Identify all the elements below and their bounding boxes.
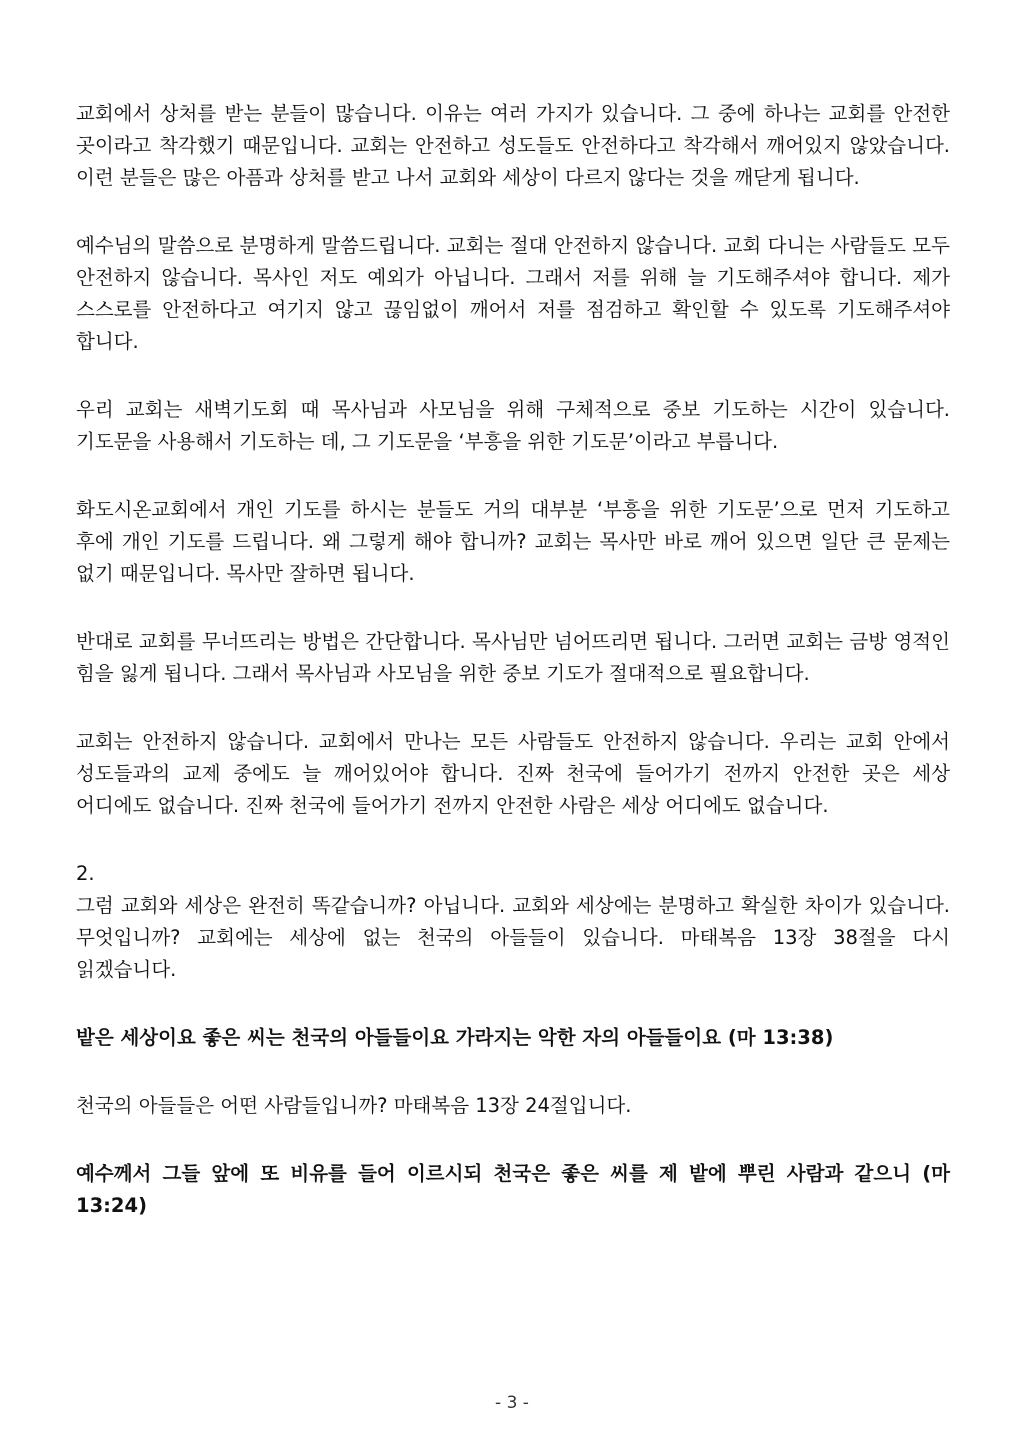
paragraph-sons-of-kingdom: 천국의 아들들은 어떤 사람들입니까? 마태복음 13장 24절입니다. <box>76 1094 632 1117</box>
document-page <box>76 98 950 1222</box>
paragraph-church-vs-world: 그럼 교회와 세상은 완전히 똑같습니까? 아닙니다. 교회와 세상에는 분명하고 확실한 차이가 있습니다. 무엇입니까? 교회에는 세상에 없는 천국의 아들들이 있습니다. 마태복음 13장 38절을 다시 읽겠습니다. <box>76 894 950 981</box>
section-number: 2. <box>76 862 95 885</box>
paragraph-not-safe: 예수님의 말씀으로 분명하게 말씀드립니다. 교회는 절대 안전하지 않습니다. 교회 다니는 사람들도 모두 안전하지 않습니다. 목사인 저도 예외가 아닙니다. 그래서 저를 위해 늘 기도해주셔야 합니다. 제가 스스로를 안전하다고 여기지 않고 끊임없이 깨어서 저를 점검하고 확인할 수 있도록 기도해주셔야 합니다. <box>76 234 950 353</box>
paragraph-revival-prayer: 화도시온교회에서 개인 기도를 하시는 분들도 거의 대부분 ‘부흥을 위한 기도문’으로 먼저 기도하고 후에 개인 기도를 드립니다. 왜 그렇게 해야 합니까? 교회는 목사만 바로 깨어 있으면 일단 큰 문제는 없기 때문입니다. 목사만 잘하면 됩니다. <box>76 498 950 585</box>
paragraph-church-wounds: 교회에서 상처를 받는 분들이 많습니다. 이유는 여러 가지가 있습니다. 그 중에 하나는 교회를 안전한 곳이라고 착각했기 때문입니다. 교회는 안전하고 성도들도 안전하다고 착각해서 깨어있지 않았습니다. 이런 분들은 많은 아픔과 상처를 받고 나서 교회와 세상이 다르지 않다는 것을 깨닫게 됩니다. <box>76 102 950 189</box>
paragraph-intercession: 반대로 교회를 무너뜨리는 방법은 간단합니다. 목사님만 넘어뜨리면 됩니다. 그러면 교회는 금방 영적인 힘을 잃게 됩니다. 그래서 목사님과 사모님을 위한 중보 기도가 절대적으로 필요합니다. <box>76 630 950 685</box>
paragraph-dawn-prayer: 우리 교회는 새벽기도회 때 목사님과 사모님을 위해 구체적으로 중보 기도하는 시간이 있습니다. 기도문을 사용해서 기도하는 데, 그 기도문을 ‘부흥을 위한 기도문’이라고 부릅니다. <box>76 398 950 453</box>
page-number: - 3 - <box>495 1393 529 1413</box>
verse-matthew-13-38: 밭은 세상이요 좋은 씨는 천국의 아들들이요 가라지는 악한 자의 아들들이요 (마 13:38) <box>76 1026 834 1049</box>
verse-matthew-13-24: 예수께서 그들 앞에 또 비유를 들어 이르시되 천국은 좋은 씨를 제 밭에 뿌린 사람과 같으니 (마 13:24) <box>76 1162 950 1217</box>
paragraph-stay-awake: 교회는 안전하지 않습니다. 교회에서 만나는 모든 사람들도 안전하지 않습니다. 우리는 교회 안에서 성도들과의 교제 중에도 늘 깨어있어야 합니다. 진짜 천국에 들어가기 전까지 안전한 곳은 세상 어디에도 없습니다. 진짜 천국에 들어가기 전까지 안전한 사람은 세상 어디에도 없습니다. <box>76 730 950 817</box>
